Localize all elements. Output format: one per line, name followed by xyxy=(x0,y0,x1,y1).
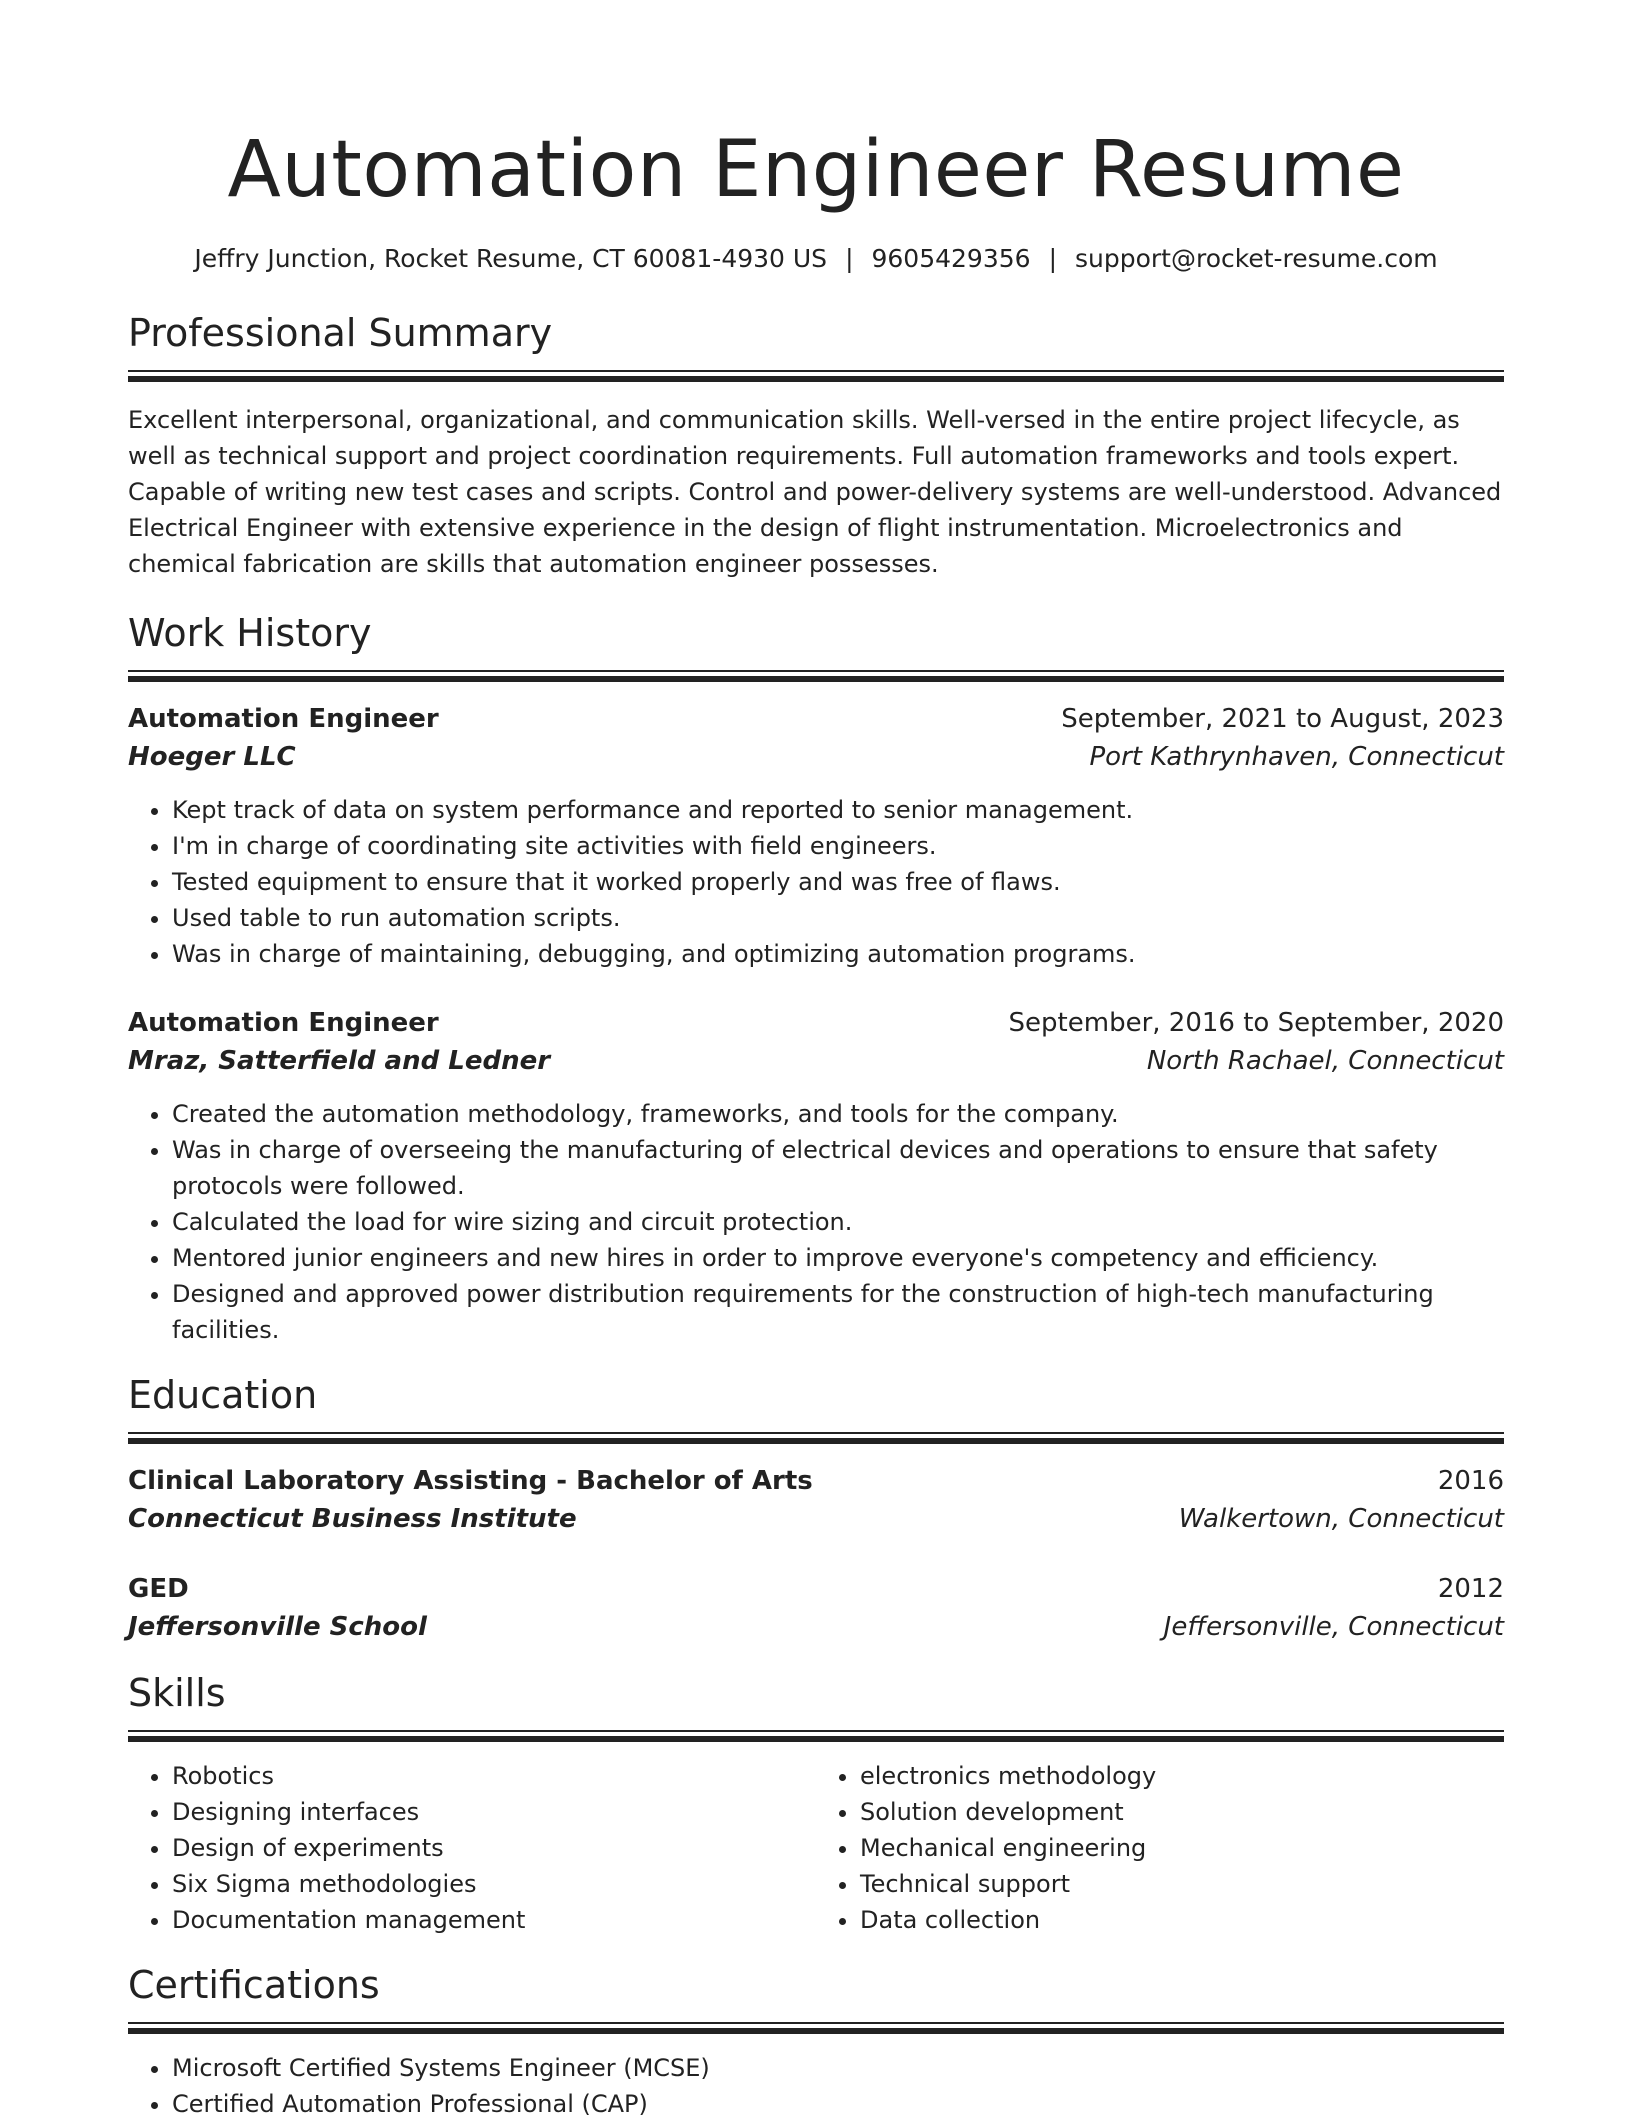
skills-list-right xyxy=(816,1758,1504,1938)
list-item: • Used table to run automation scripts. xyxy=(172,900,1504,936)
job-title: Automation Engineer xyxy=(128,1008,439,1038)
section-heading-education: Education xyxy=(128,1373,318,1417)
contact-separator: | xyxy=(1048,244,1057,273)
section-heading-certifications: Certifications xyxy=(128,1963,380,2007)
job-company: Mraz, Satterfield and Ledner xyxy=(128,1046,551,1076)
list-item: • Robotics xyxy=(172,1758,816,1794)
contact-email[interactable]: support@rocket-resume.com xyxy=(1075,244,1438,273)
job-bullets xyxy=(128,792,1504,972)
section-heading-skills: Skills xyxy=(128,1671,226,1715)
education-entry xyxy=(128,1462,1504,1538)
section-divider xyxy=(128,1432,1504,1444)
resume-page xyxy=(128,0,1504,2122)
education-entry xyxy=(128,1570,1504,1646)
contact-separator: | xyxy=(845,244,854,273)
work-section xyxy=(128,608,1504,1348)
section-divider xyxy=(128,1730,1504,1742)
list-item: • Designed and approved power distribution requirements for the construction of high-tech manufacturing facilities. xyxy=(172,1276,1504,1348)
contact-phone: 9605429356 xyxy=(871,244,1031,273)
section-divider xyxy=(128,370,1504,382)
contact-address: Jeffry Junction, Rocket Resume, CT 60081-4930 US xyxy=(194,244,828,273)
section-heading-work: Work History xyxy=(128,611,372,655)
school-location: Jeffersonville, Connecticut xyxy=(1163,1612,1504,1642)
job-bullets xyxy=(128,1096,1504,1348)
resume-title: Automation Engineer Resume xyxy=(227,125,1405,215)
list-item: • Data collection xyxy=(860,1902,1504,1938)
job-title: Automation Engineer xyxy=(128,704,439,734)
summary-section xyxy=(128,308,1504,582)
job-entry xyxy=(128,700,1504,972)
list-item: • Kept track of data on system performance and reported to senior management. xyxy=(172,792,1504,828)
contact-line xyxy=(128,242,1504,276)
list-item: • Design of experiments xyxy=(172,1830,816,1866)
degree: GED xyxy=(128,1574,189,1604)
list-item: • Created the automation methodology, frameworks, and tools for the company. xyxy=(172,1096,1504,1132)
skills-columns xyxy=(128,1758,1504,1938)
section-heading-summary: Professional Summary xyxy=(128,311,553,355)
summary-text: Excellent interpersonal, organizational, and communication skills. Well-versed in the entire project lifecycle, as well as technical support and project coordination requirements. Full automation frameworks and tools expert. Capable of writing new test cases and scripts. Control and power-delivery systems are well-understood. Advanced Electrical Engineer with extensive experience in the design of flight instrumentation. Microelectronics and chemical fabrication are skills that automation engineer possesses. xyxy=(128,406,1502,578)
list-item: • Mentored junior engineers and new hires in order to improve everyone's competency and efficiency. xyxy=(172,1240,1504,1276)
list-item: • Technical support xyxy=(860,1866,1504,1902)
section-divider xyxy=(128,2022,1504,2034)
job-dates: September, 2016 to September, 2020 xyxy=(1008,1008,1504,1038)
list-item: • Certified Automation Professional (CAP) xyxy=(172,2086,1504,2122)
skills-section xyxy=(128,1668,1504,1938)
job-location: Port Kathrynhaven, Connecticut xyxy=(1089,742,1504,772)
education-year: 2012 xyxy=(1437,1574,1504,1604)
list-item: • Calculated the load for wire sizing and circuit protection. xyxy=(172,1204,1504,1240)
list-item: • Tested equipment to ensure that it worked properly and was free of flaws. xyxy=(172,864,1504,900)
certifications-list xyxy=(128,2050,1504,2122)
list-item: • Was in charge of maintaining, debugging, and optimizing automation programs. xyxy=(172,936,1504,972)
job-dates: September, 2021 to August, 2023 xyxy=(1061,704,1504,734)
job-entry xyxy=(128,1004,1504,1348)
list-item: • electronics methodology xyxy=(860,1758,1504,1794)
list-item: • Mechanical engineering xyxy=(860,1830,1504,1866)
list-item: • Designing interfaces xyxy=(172,1794,816,1830)
job-company: Hoeger LLC xyxy=(128,742,296,772)
list-item: • Documentation management xyxy=(172,1902,816,1938)
education-section xyxy=(128,1370,1504,1646)
list-item: • Was in charge of overseeing the manufacturing of electrical devices and operations to ensure that safety protocols were followed. xyxy=(172,1132,1504,1204)
school-name: Jeffersonville School xyxy=(128,1612,427,1642)
job-location: North Rachael, Connecticut xyxy=(1146,1046,1504,1076)
education-year: 2016 xyxy=(1437,1466,1504,1496)
certifications-section xyxy=(128,1960,1504,2122)
skills-list-left xyxy=(128,1758,816,1938)
degree: Clinical Laboratory Assisting - Bachelor of Arts xyxy=(128,1466,813,1496)
list-item: • Microsoft Certified Systems Engineer (MCSE) xyxy=(172,2050,1504,2086)
list-item: • Six Sigma methodologies xyxy=(172,1866,816,1902)
section-divider xyxy=(128,670,1504,682)
school-location: Walkertown, Connecticut xyxy=(1178,1504,1504,1534)
list-item: • Solution development xyxy=(860,1794,1504,1830)
list-item: • I'm in charge of coordinating site activities with field engineers. xyxy=(172,828,1504,864)
school-name: Connecticut Business Institute xyxy=(128,1504,577,1534)
